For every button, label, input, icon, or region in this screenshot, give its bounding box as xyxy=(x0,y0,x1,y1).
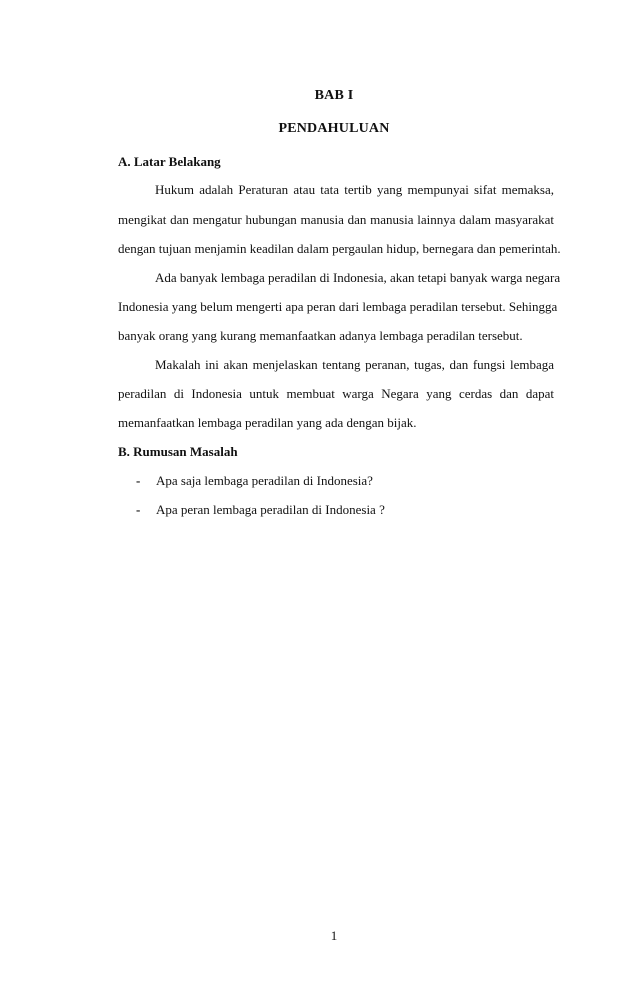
paragraph-3-line-3: memanfaatkan lembaga peradilan yang ada dengan bijak. xyxy=(118,415,417,430)
section-b-heading: B. Rumusan Masalah xyxy=(118,444,238,459)
paragraph-1-line-3: dengan tujuan menjamin keadilan dalam pergaulan hidup, bernegara dan pemerintah. xyxy=(118,241,561,256)
page-number: 1 xyxy=(330,928,338,943)
section-a-heading: A. Latar Belakang xyxy=(118,154,221,169)
paragraph-3-line-2: peradilan di Indonesia untuk membuat warga Negara yang cerdas dan dapat xyxy=(118,386,554,401)
chapter-label: BAB I xyxy=(314,88,354,103)
list-item-text: Apa saja lembaga peradilan di Indonesia? xyxy=(156,473,373,488)
paragraph-3-line-1: Makalah ini akan menjelaskan tentang peranan, tugas, dan fungsi lembaga xyxy=(155,357,554,372)
chapter-title: PENDAHULUAN xyxy=(278,121,390,136)
bullet-dash: - xyxy=(136,502,141,517)
paragraph-2-line-2: Indonesia yang belum mengerti apa peran dari lembaga peradilan tersebut. Sehingga xyxy=(118,299,558,314)
list-item-text: Apa peran lembaga peradilan di Indonesia ? xyxy=(156,502,385,517)
bullet-dash: - xyxy=(136,473,141,488)
paragraph-1-line-1: Hukum adalah Peraturan atau tata tertib yang mempunyai sifat memaksa, xyxy=(155,182,554,197)
paragraph-2-line-1: Ada banyak lembaga peradilan di Indonesia, akan tetapi banyak warga negara xyxy=(155,270,561,285)
paragraph-1-line-2: mengikat dan mengatur hubungan manusia dan manusia lainnya dalam masyarakat xyxy=(118,212,554,227)
paragraph-2-line-3: banyak orang yang kurang memanfaatkan adanya lembaga peradilan tersebut. xyxy=(118,328,523,343)
